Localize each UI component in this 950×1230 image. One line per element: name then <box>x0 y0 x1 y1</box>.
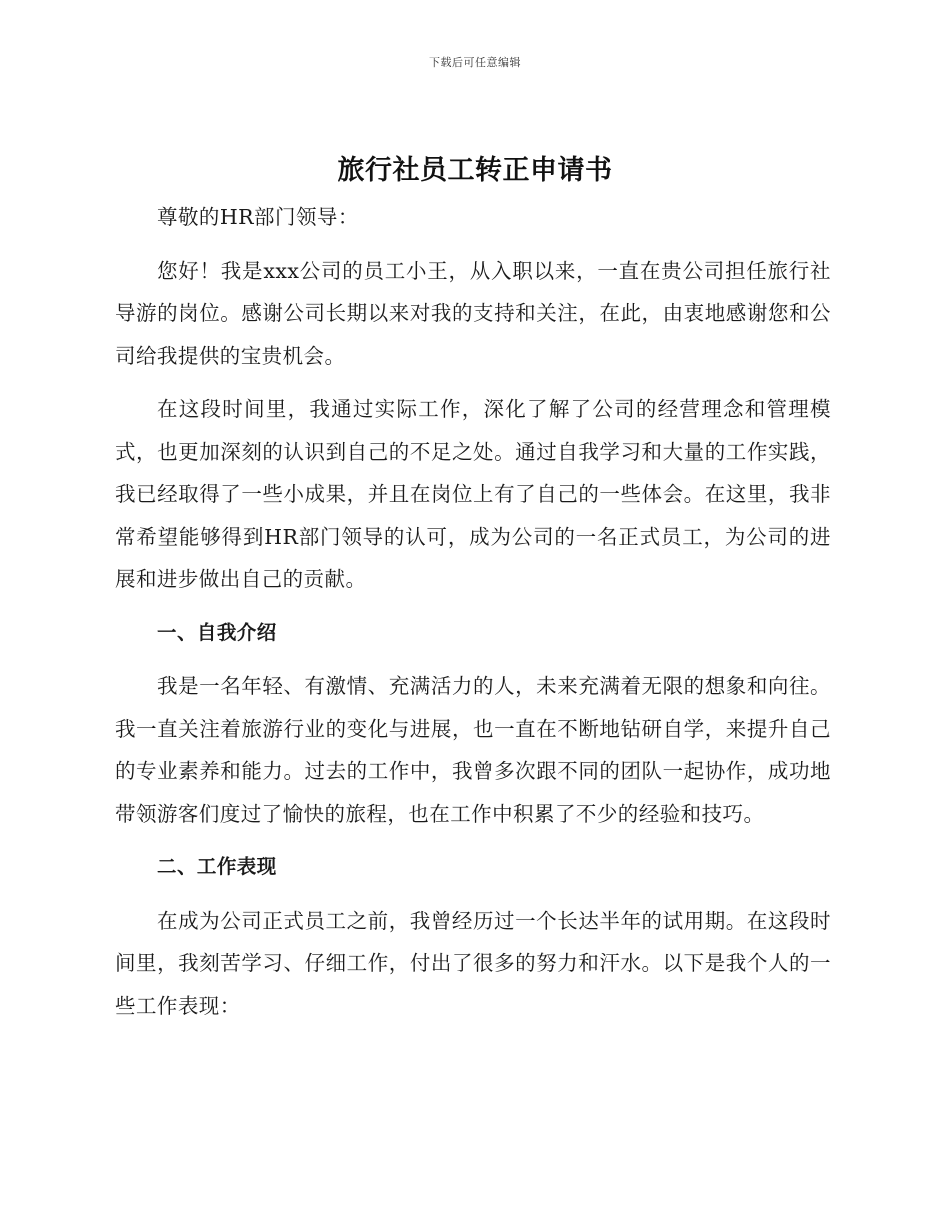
section-body-self-intro: 我是一名年轻、有激情、充满活力的人，未来充满着无限的想象和向往。我一直关注着旅游行业的变化与进展，也一直在不断地钻研自学，来提升自己的专业素养和能力。过去的工作中，我曾多次跟不同的团队一起协作，成功地带领游客们度过了愉快的旅程，也在工作中积累了不少的经验和技巧。 <box>115 674 831 826</box>
document-title: 旅行社员工转正申请书 <box>337 155 613 186</box>
document-body <box>115 196 831 1038</box>
salutation: 尊敬的HR部门领导： <box>157 205 359 229</box>
section-heading-work-performance: 二、工作表现 <box>157 855 277 878</box>
section-heading-self-intro: 一、自我介绍 <box>157 620 277 644</box>
paragraph-greeting: 您好！我是xxx公司的员工小王，从入职以来，一直在贵公司担任旅行社导游的岗位。感谢公司长期以来对我的支持和关注，在此，由衷地感谢您和公司给我提供的宝贵机会。 <box>115 258 831 368</box>
page-header-note: 下载后可任意编辑 <box>429 56 521 69</box>
section-body-work-performance: 在成为公司正式员工之前，我曾经历过一个长达半年的试用期。在这段时间里，我刻苦学习、仔细工作，付出了很多的努力和汗水。以下是我个人的一些工作表现： <box>115 908 831 1018</box>
paragraph-experience: 在这段时间里，我通过实际工作，深化了解了公司的经营理念和管理模式，也更加深刻的认识到自己的不足之处。通过自我学习和大量的工作实践，我已经取得了一些小成果，并且在岗位上有了自己的一些体会。在这里，我非常希望能够得到HR部门领导的认可，成为公司的一名正式员工，为公司的进展和进步做出自己的贡献。 <box>115 397 831 591</box>
